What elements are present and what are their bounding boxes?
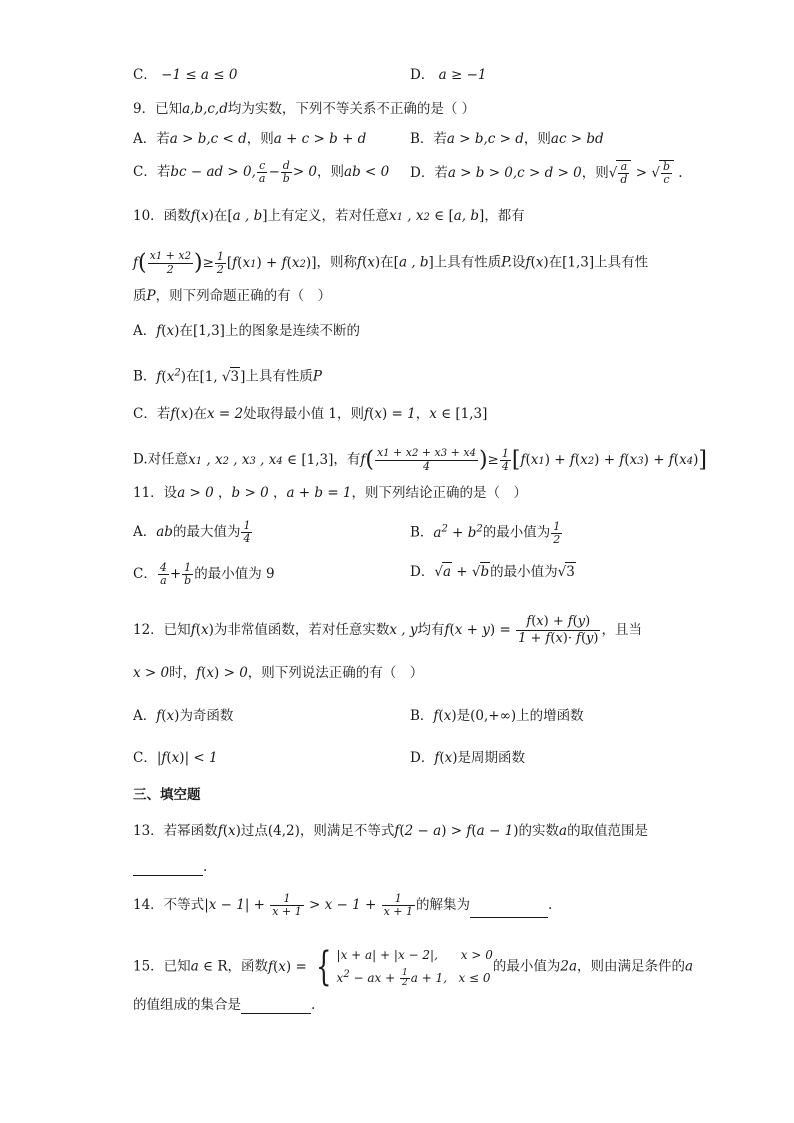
q15-stem: 15．已知a ∈ R，函数f(x) = { |x + a| + |x − 2|, x > 0 $x^2$ − ax + $\frac{1}{2}$ a + 1, x ≤ 0 的最小值为2a，则由满足条件的a <box>133 944 694 990</box>
q9-option-c: C．若bc − ad > 0, $\frac{c}{a}$ − $\frac{d}{b}$ > 0，则ab < 0 <box>133 159 390 185</box>
q11-option-a: A．ab的最大值为 $\frac{1}{4}$ <box>133 519 251 545</box>
q11-stem: 11．设a > 0 ，b > 0 ，a + b = 1，则下列结论正确的是（ ） <box>133 485 528 501</box>
q11-option-b: B．$a^2 + b^2$的最小值为 $\frac{1}{2}$ <box>410 519 561 546</box>
q12-option-c: C．|f(x)| < 1 <box>133 750 218 766</box>
q9-option-d: D．若a > b > 0,c > d > 0，则√ $\frac{a}{d}$ > √ $\frac{b}{c}$ . <box>410 160 683 186</box>
section-title: 三、填空题 <box>133 787 201 803</box>
q10-option-a: A．f(x)在[1,3]上的图象是连续不断的 <box>133 323 360 339</box>
q12-option-b: B．f(x)是(0,+∞)上的增函数 <box>410 708 584 724</box>
q9-option-a: A．若a > b,c < d，则a + c > b + d <box>133 131 367 147</box>
q12-option-a: A．f(x)为奇函数 <box>133 708 234 724</box>
q9-stem: 9．已知a,b,c,d均为实数，下列不等关系不正确的是（ ） <box>133 101 476 117</box>
q15-line-2: 的值组成的集合是 . <box>133 997 316 1013</box>
q10-option-d: D.对任意x1 , x2 , x3 , x4 ∈ [1,3]，有f( $\frac{x1 + x2 + x3 + x4}{4}$ )≥ $\frac{1}{4}$ [f(x1) + f(x2) + f(x3) + f(x4)] <box>133 446 707 473</box>
q9-option-b: B．若a > b,c > d，则ac > bd <box>410 131 604 147</box>
q12-line-2: x > 0时，f(x) > 0，则下列说法正确的有（ ） <box>133 665 424 681</box>
q13-stem: 13．若幂函数f(x)过点(4,2)，则满足不等式f(2 − a) > f(a − 1)的实数a的取值范围是 <box>133 823 649 839</box>
q8-option-d: D． a ≥ −1 <box>410 67 487 83</box>
q11-option-c: C． $\frac{4}{a}$ + $\frac{1}{b}$ 的最小值为 9 <box>133 561 275 587</box>
q10-line-2: f( $\frac{x1 + x2}{2}$ )≥ $\frac{1}{2}$ [f(x1) + f(x2)]，则称f(x)在[a , b]上具有性质P.设f(x)在[1,3]上具有性 <box>133 249 649 276</box>
q14-blank[interactable] <box>470 903 548 918</box>
q15-blank[interactable] <box>241 999 311 1014</box>
q12-stem: 12．已知f(x)为非常值函数，若对任意实数x , y均有f(x + y) = $\frac{f(x) + f(y)}{1 + f(x)\cdot f(y)}$ ，且当 <box>133 614 642 646</box>
q13-blank[interactable] <box>133 861 203 876</box>
q14-stem: 14．不等式|x − 1| + $\frac{1}{x + 1}$ > x − 1 + $\frac{1}{x + 1}$ 的解集为 . <box>133 892 553 918</box>
q10-option-b: B．$f(x^2)$在[1, √3]上具有性质P <box>133 367 322 385</box>
q11-option-d: D．√a + √b的最小值为√3 <box>410 564 575 580</box>
q12-option-d: D．f(x)是周期函数 <box>410 750 526 766</box>
q13-answer-line: . <box>133 858 207 876</box>
q8-option-c: C． −1 ≤ a ≤ 0 <box>133 67 238 83</box>
q10-line-1: 10．函数f(x)在[a , b]上有定义，若对任意x1 , x2 ∈ [a, b]，都有 <box>133 208 525 224</box>
q10-line-3: 质P，则下列命题正确的有（ ） <box>133 288 332 304</box>
q10-option-c: C．若f(x)在x = 2处取得最小值 1，则f(x) = 1，x ∈ [1,3] <box>133 406 488 422</box>
